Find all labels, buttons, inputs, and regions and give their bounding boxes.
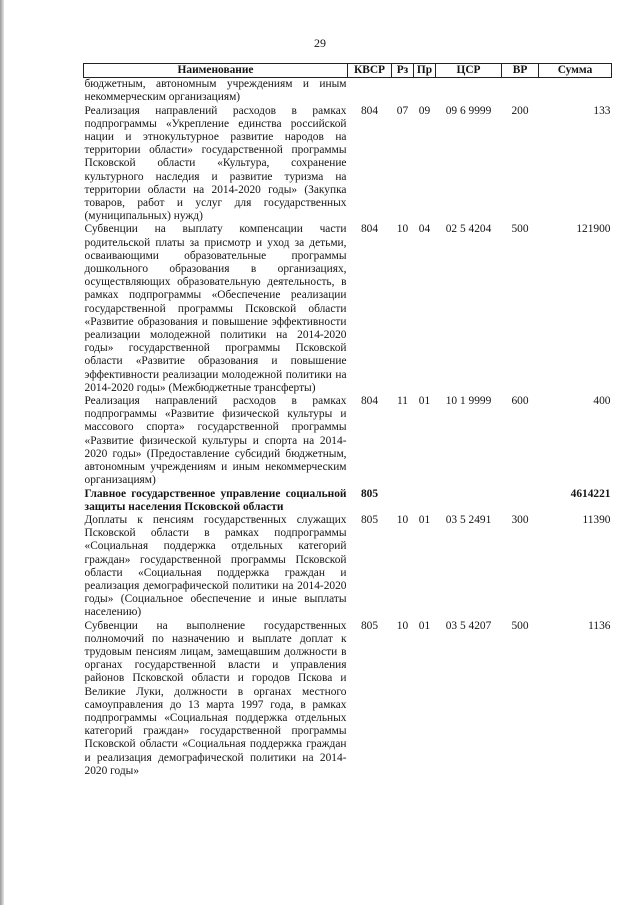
row-pr — [414, 488, 436, 514]
row-csr: 10 1 9999 — [445, 395, 492, 408]
row-sum: 4614221 — [570, 487, 611, 500]
table-row — [84, 488, 612, 514]
row-vr: 500 — [511, 223, 529, 236]
table-row — [84, 620, 612, 778]
row-vr — [502, 78, 539, 105]
row-rz: 07 — [396, 104, 409, 117]
row-rz: 11 — [397, 395, 408, 408]
table-header-row — [84, 64, 612, 78]
row-vr: 300 — [511, 513, 529, 526]
row-kvsr: 804 — [360, 395, 379, 408]
row-name: Доплаты к пенсиям государственных служащих Псковской области в рамках подпрограммы «Социальная поддержка отдельных категорий граждан» государственной программы Псковской области «Социальная поддержка граждан и реализация демографической политики на 2014-2020 годы» (Социальное обеспечение и иные выплаты населению) — [84, 513, 347, 619]
row-sum: 133 — [593, 104, 611, 117]
budget-table — [83, 63, 612, 778]
row-rz — [392, 488, 414, 514]
row-sum: 400 — [593, 395, 611, 408]
row-name: Главное государственное управление социальной защиты населения Псковской области — [84, 487, 347, 513]
row-sum: 11390 — [582, 513, 611, 526]
row-name: Субвенции на выполнение государственных полномочий по назначению и выплате доплат к трудовым пенсиям лицам, замещавшим должности в органах государственной власти и управления районов Псковской области и городов Пскова и Великие Луки, должности в органах местного самоуправления до 13 марта 1997 года, в рамках подпрограммы «Социальная поддержка отдельных категорий граждан» государственной программы Псковской области «Социальная поддержка граждан и реализация демографической политики на 2014-2020 годы» — [84, 619, 347, 777]
row-csr — [436, 78, 502, 105]
row-rz: 10 — [396, 223, 409, 236]
row-vr: 200 — [511, 104, 529, 117]
row-pr: 01 — [418, 395, 431, 408]
row-vr: 600 — [511, 395, 529, 408]
row-csr: 03 5 2491 — [445, 513, 492, 526]
row-name: Реализация направлений расходов в рамках подпрограммы «Развитие физической культуры и массового спорта» государственной программы «Развитие физической культуры и спорта на 2014-2020 годы» (Предоставление субсидий бюджетным, автономным учреждениям и иным некоммерческим организациям) — [84, 395, 347, 487]
row-kvsr: 805 — [360, 619, 379, 632]
row-kvsr: 805 — [360, 487, 379, 500]
row-rz — [392, 78, 414, 105]
table-row — [84, 223, 612, 395]
row-rz: 10 — [396, 513, 409, 526]
row-pr — [414, 78, 436, 105]
header-name: Наименование — [84, 64, 348, 78]
row-rz: 10 — [396, 619, 409, 632]
row-sum — [539, 78, 612, 105]
row-pr: 09 — [418, 104, 431, 117]
row-pr: 01 — [418, 513, 431, 526]
header-csr: ЦСР — [436, 64, 502, 78]
row-kvsr: 804 — [360, 223, 379, 236]
row-name: Субвенции на выплату компенсации части родительской платы за присмотр и уход за детьми, осваивающими образовательные программы дошкольного образования в организациях, осуществляющих образовательную деятельность, в рамках подпрограммы «Обеспечение реализации государственной программы Псковской области «Развитие образования и повышение эффективности реализации молодежной политики на 2014-2020 годы» государственной программы Псковской области «Развитие образования и повышение эффективности реализации молодежной политики на 2014-2020 годы» (Межбюджетные трансферты) — [84, 223, 347, 394]
table-body — [84, 78, 612, 778]
row-csr: 02 5 4204 — [445, 223, 492, 236]
row-csr: 03 5 4207 — [445, 619, 492, 632]
row-pr: 04 — [418, 223, 431, 236]
table-row — [84, 514, 612, 620]
row-sum: 121900 — [576, 223, 611, 236]
header-kvsr: КВСР — [348, 64, 392, 78]
header-pr: Пр — [414, 64, 436, 78]
header-rz: Рз — [392, 64, 414, 78]
row-csr: 09 6 9999 — [445, 104, 492, 117]
row-kvsr: 804 — [360, 104, 379, 117]
page-number: 29 — [314, 36, 326, 50]
scan-edge — [0, 0, 4, 905]
table-row — [84, 395, 612, 487]
row-name: Реализация направлений расходов в рамках подпрограммы «Укрепление единства российской нации и этнокультурное развитие народов на территории области» государственной программы Псковской области «Культура, сохранение культурного наследия и развитие туризма на территории области на 2014-2020 годы» (Закупка товаров, работ и услуг для государственных (муниципальных) нужд) — [84, 104, 347, 223]
table-row — [84, 78, 612, 105]
row-pr: 01 — [418, 619, 431, 632]
row-vr — [502, 488, 539, 514]
row-kvsr — [348, 78, 392, 105]
row-name: бюджетным, автономным учреждениям и иным некоммерческим организациям) — [84, 78, 347, 104]
table-row — [84, 105, 612, 224]
row-csr — [436, 488, 502, 514]
row-vr: 500 — [511, 619, 529, 632]
header-vr: ВР — [502, 64, 539, 78]
header-sum: Сумма — [539, 64, 612, 78]
row-kvsr: 805 — [360, 513, 379, 526]
row-sum: 1136 — [588, 619, 611, 632]
